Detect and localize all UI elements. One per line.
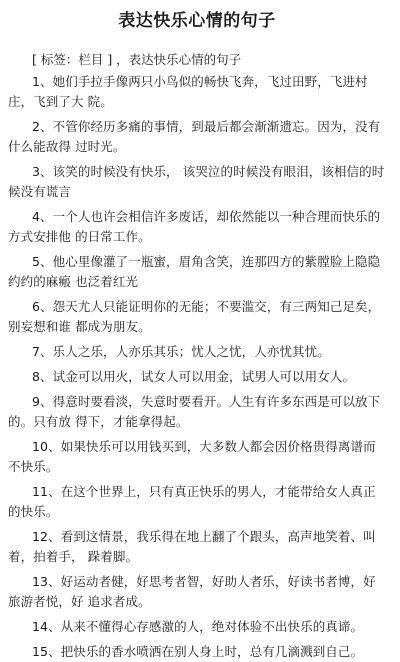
list-item: 13、好运动者健，好思考者智，好助人者乐，好读书者博，好旅游者悦，好 追求者成。 [8,574,376,609]
list-item: 11、在这个世界上，只有真正快乐的男人，才能带给女人真正的快乐。 [8,484,376,519]
list-item: 12、看到这情景，我乐得在地上翻了个跟头，高声地笑着、叫着，拍着手， 跺着脚。 [8,529,376,564]
list-item: 3、该笑的时候没有快乐， 该哭泣的时候没有眼泪，该相信的时候没有谎言 [8,164,385,199]
list-item: 5、他心里像灌了一瓶蜜，眉角含笑，连那四方的紫膛脸上隐隐约约的麻瘢 也泛着红光 [8,254,381,289]
list-item: 10、如果快乐可以用钱买到，大多数人都会因价格贵得离谱而不快乐。 [8,439,376,474]
list-item: 2、不管你经历多痛的事情，到最后都会渐渐遗忘。因为，没有什么能敌得 过时光。 [8,119,381,154]
list-item: 4、一个人也许会相信许多废话，却依然能以一种合理而快乐的方式安排他 的日常工作。 [8,209,381,244]
page-title: 表达快乐心情的句子 [118,11,276,31]
tag-line: [ 标签：栏目 ] ，表达快乐心情的句子 [32,52,242,67]
list-item: 8、试金可以用火，试女人可以用金，试男人可以用女人。 [32,369,356,384]
list-item: 15、把快乐的香水喷洒在别人身上时，总有几滴溅到自己。 [32,644,364,659]
list-item: 7、乐人之乐，人亦乐其乐；忧人之忧，人亦忧其忧。 [32,344,330,359]
sentence-list [8,72,386,662]
list-item: 1、她们手拉手像两只小鸟似的畅快飞奔，飞过田野，飞进村庄，飞到了大 院。 [8,74,368,109]
list-item: 9、得意时要看淡，失意时要看开。人生有许多东西是可以放下的。只有放 得下，才能拿得起。 [8,394,381,429]
list-item: 14、从来不懂得心存感激的人，绝对体验不出快乐的真谛。 [32,619,364,634]
list-item: 6、怨天尤人只能证明你的无能；不要滥交，有三两知己足矣，别妄想和谁 都成为朋友。 [8,299,381,334]
